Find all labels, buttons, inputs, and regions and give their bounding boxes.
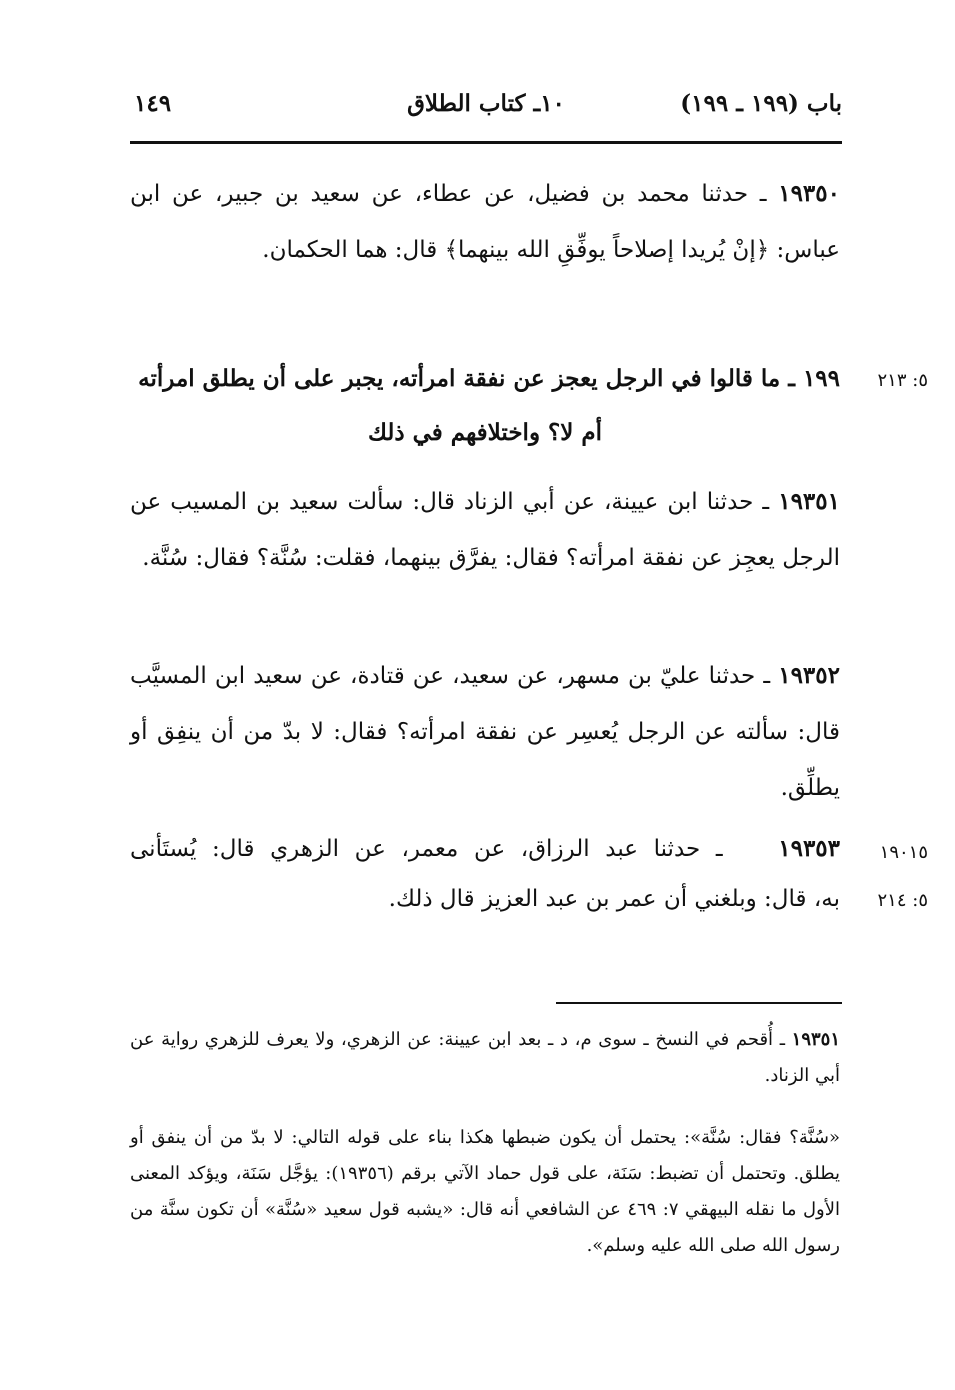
hadith-line1 xyxy=(130,824,840,874)
footnote-text: ـ أُقحم في النسخ ـ سوى م، د ـ بعد ابن عيينة: عن الزهري، ولا يعرف للزهري رواية عن أبي الزناد. xyxy=(130,1029,840,1086)
margin-ref-214: ٥: ٢١٤ xyxy=(877,890,928,911)
footnote-sunna xyxy=(130,1120,840,1264)
hadith-text-line1: ـ حدثنا عبد الرزاق، عن معمر، عن الزهري قال: يُستَأنى xyxy=(130,836,723,862)
hadith-number: ١٩٣٥٢ xyxy=(778,662,840,689)
hadith-19351 xyxy=(130,474,840,586)
hadith-number: ١٩٣٥١ xyxy=(778,488,840,515)
header-rule xyxy=(130,141,842,144)
hadith-text-line2: به، قال: وبلغني أن عمر بن عبد العزيز قال ذلك. xyxy=(388,886,840,912)
book-title: ١٠ـ كتاب الطلاق xyxy=(407,90,565,117)
footnote-19351 xyxy=(130,1022,840,1094)
footnote-rule xyxy=(556,1002,842,1004)
hadith-text: ـ حدثنا محمد بن فضيل، عن عطاء، عن سعيد بن جبير، عن ابن عباس: ﴿إنْ يُريدا إصلاحاً يوفِّقِ الله بينهما﴾ قال: هما الحكمان. xyxy=(130,181,840,263)
chapter-title-line2: أم لا؟ واختلافهم في ذلك xyxy=(367,419,603,446)
chapter-heading xyxy=(130,352,840,460)
chapter-title-line1: ١٩٩ ـ ما قالوا في الرجل يعجز عن نفقة امرأته، يجبر على أن يطلق امرأته xyxy=(138,365,840,392)
margin-ref-19015: ١٩٠١٥ xyxy=(879,842,928,863)
running-header xyxy=(130,90,842,130)
hadith-text: ـ حدثنا ابن عيينة، عن أبي الزناد قال: سألت سعيد بن المسيب عن الرجل يعجِز عن نفقة امرأته؟ فقال: يفرَّق بينهما، فقلت: سُنَّة؟ فقال: سُنَّة. xyxy=(130,489,840,571)
hadith-19352 xyxy=(130,648,840,816)
hadith-19350 xyxy=(130,166,840,278)
margin-ref-chapter: ٥: ٢١٣ xyxy=(877,370,928,391)
footnote-text: «سُنَّة؟ فقال: سُنَّة»: يحتمل أن يكون ضبطها هكذا بناء على قوله التالي: لا بدّ من أن ينفق أو يطلق. وتحتمل أن تضبط: سَنَة، على قول حماد الآتي برقم (١٩٣٥٦): يؤجَّل سَنَة، ويؤكد المعنى الأول ما نقله البيهقي ٧: ٤٦٩ عن الشافعي أنه قال: «يشبه قول سعيد «سُنَّة» أن تكون سنَّة من رسول الله صلى الله عليه وسلم». xyxy=(130,1127,840,1256)
hadith-number: ١٩٣٥٣ xyxy=(778,835,841,862)
footnote-number: ١٩٣٥١ xyxy=(791,1029,840,1050)
hadith-text: ـ حدثنا عليّ بن مسهر، عن سعيد، عن قتادة، عن سعيد ابن المسيَّب قال: سألته عن الرجل يُعسِر عن نفقة امرأته؟ فقال: لا بدّ من أن ينفِق أو يطلِّق. xyxy=(130,663,840,801)
hadith-number: ١٩٣٥٠ xyxy=(778,180,840,207)
hadith-19353 xyxy=(130,824,840,924)
chapter-range: باب (١٩٩ ـ ١٩٩) xyxy=(680,90,842,117)
page-number: ١٤٩ xyxy=(134,90,172,117)
